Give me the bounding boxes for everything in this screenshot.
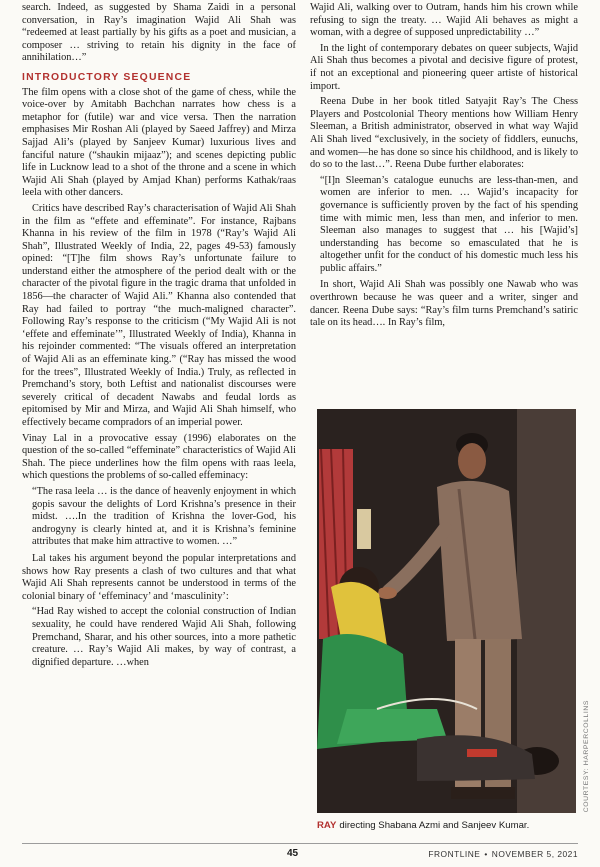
page-number: 45	[287, 848, 299, 859]
paragraph: Vinay Lal in a provocative essay (1996) elaborates on the question of the so-called “effeminate” characteristics of Wajid Ali Shah. The piece underlines how the film opens with raas leela, which questions the problems of so-called effeminacy:	[22, 432, 296, 482]
paragraph: Critics have described Ray’s characterisation of Wajid Ali Shah in the film as “effete and effeminate”. For instance, Rajbans Khanna in his review of the film in 1978 (“Ray’s Wajid Ali Shah”, Illustrated Weekly of India, 22, pages 49-53) famously opined: “[T]he film shows Ray’s unfortunate failure to understand either the atmosphere of the period dealt with or the character of the pivotal figure in the tragic drama that unfolded in 1856—the character of Wajid Ali.” Khanna also contended that Ray had failed to portray “the much-maligned character”. Following Ray’s response to the criticism (“My Wajid Ali is not ‘effete and effeminate’”, Illustrated Weekly of India), Khanna in his rejoinder commented: “The visuals offered an interpretation of Wajid Ali as an effeminate king.” (“Ray has missed the wood for the trees”, Illustrated Weekly of India.) Truly, as reflected in Premchand’s story, both Leftist and nationalist discourses were severely critical of decadent Nawabs and feudal lords as epitomised by Mir and Mirza, and Wajid Ali Shah himself, who effectively became compradors of an imperial power.	[22, 202, 296, 428]
footer-publication	[428, 849, 578, 859]
article-photo	[317, 409, 576, 813]
paragraph: Reena Dube in her book titled Satyajit Ray’s The Chess Players and Postcolonial Theory mentions how William Henry Sleeman, a British administrator, observed in what way Wajid Ali Shah lived “exclusively, in the society of fiddlers, eunuchs, and women—he has done so since his childhood, and is likely to do so to the last…”. Reena Dube further elaborates:	[310, 96, 578, 171]
paragraph: Lal takes his argument beyond the popular interpretations and shows how Ray presents a clash of two cultures and that what Wajid Ali Shah represents cannot be understood in terms of the colonial binary of ‘effeminacy’ and ‘masculinity’:	[22, 552, 296, 602]
paragraph: The film opens with a close shot of the game of chess, while the voice-over by Amitabh Bachchan narrates how chess is a metaphor for (futile) war and vice versa. Then the narration emphasises Mir Roshan Ali (played by Saeed Jaffrey) and Mirza Sajjad Ali’s (played by Sanjeev Kumar) luxurious lives and fanciful nature (“shaukin mijaaz”); and scenes depicting public life in Lucknow lead to a shot of the throne and a scene in which Wajid Ali Shah (played by Amjad Khan) performs Kathak/raas leela with other dancers.	[22, 86, 296, 199]
block-quote: “Had Ray wished to accept the colonial construction of Indian sexuality, he could have rendered Wajid Ali Shah, following Premchand, Sharar, and his other sources, into a more pathetic creature. … Ray’s Wajid Ali makes, by way of contrast, a dignified departure. …when	[32, 606, 296, 668]
publication-name: FRONTLINE	[428, 849, 481, 859]
photo-illustration	[317, 409, 576, 813]
paragraph: Wajid Ali, walking over to Outram, hands him his crown while refusing to sign the treaty. … Wajid Ali behaves as might a woman, with a degree of supposed unpredictability …”	[310, 2, 578, 39]
footer-divider	[22, 843, 578, 844]
caption-tag: RAY	[317, 820, 337, 831]
caption-text: directing Shabana Azmi and Sanjeev Kumar.	[339, 820, 530, 831]
article-right-column	[310, 2, 578, 333]
paragraph: In the light of contemporary debates on queer subjects, Wajid Ali Shah thus becomes a pivotal and decisive figure of protest, if not an exceptional and pioneering queer artiste of historical import.	[310, 42, 578, 92]
block-quote: “[I]n Sleeman’s catalogue eunuchs are less-than-men, and women are inferior to men. … Wajid’s incapacity for governance is sufficiently proven by the fact of his spending time with mimic men, less than men, and inferior to men. Sleeman also manages to suggest that … his [Wajid’s] understanding has become so emasculated that he is altogether unfit for the conduct of his domestic much less his public affairs.”	[320, 174, 578, 274]
block-quote: “The rasa leela … is the dance of heavenly enjoyment in which gopis savour the delights of Lord Krishna’s presence in their midst. ….In the tradition of Krishna the lover-God, his androgyny is clearly hinted at, and it is Krishna’s feminine attributes that make him attractive to women. …”	[32, 485, 296, 548]
paragraph: search. Indeed, as suggested by Shama Zaidi in a personal conversation, in Ray’s imagination Wajid Ali Shah was “redeemed at least partially by his gifts as a poet and musician, a composer … striving to retain his dignity in the face of annihilation…”	[22, 2, 296, 64]
article-left-column	[22, 2, 296, 673]
footer-separator-dot: •	[484, 849, 488, 859]
section-heading: INTRODUCTORY SEQUENCE	[22, 71, 192, 83]
paragraph: In short, Wajid Ali Shah was possibly one Nawab who was overthrown because he was queer and a writer, singer and dancer. Reena Dube says: “Ray’s film turns Premchand’s satiric tale on its head…. In Ray’s film,	[310, 279, 578, 329]
photo-credit: COURTESY: HARPERCOLLINS	[583, 700, 590, 813]
issue-date: NOVEMBER 5, 2021	[491, 849, 578, 859]
photo-caption	[317, 820, 579, 831]
